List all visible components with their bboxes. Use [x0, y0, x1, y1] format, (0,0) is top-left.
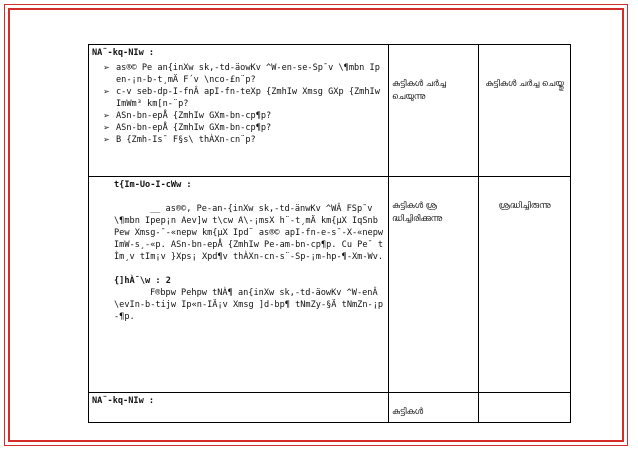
- lesson-table: [88, 44, 571, 423]
- list-item: ➢ ASn-bn-epÅ {ZmhIw GXm-bn-cp¶p?: [116, 122, 385, 134]
- question-list: [92, 62, 385, 146]
- table-row: [89, 393, 571, 423]
- teacher-observation: കുട്ടികൾ ചർച്ച ചെയ്തു: [485, 78, 564, 88]
- teacher-observation: ശ്രദ്ധിച്ചിരുന്നു: [498, 200, 551, 210]
- observation-cell: [479, 177, 571, 393]
- student-response: കുട്ടികൾ ശ്രദ്ധിച്ചിരിക്കുന്നു: [392, 200, 443, 223]
- response-cell: [389, 177, 479, 393]
- activity-paragraph: __ as®©, Pe-an-{inXw sk,-td-änwKv ^WÂ FSp¯v \¶mbn Ipep¡n Aev]w t\cw A\-¡msX h¨-t¸mÄ km{µX IqSnb Pew Xmsg-¯-«nepw km{µX Ipd¨ as®© apI-fn-e-s¯-X-«nepw ImW-s¸-«p. ASn-bn-epÅ {ZmhIw Pe-am-bn-cp¶p. Cu Pe¯ tÌm¸v tIm¡v }Xps¡ Xpd¶v thÀXn-cn-s¨-Sp-¡m-hp-¶-Xm-Wv.: [114, 204, 384, 262]
- list-item: ➢ B {Zmh-Is¯ F§s\ thÀXn-cn¨p?: [116, 134, 385, 146]
- section-title: t{Im-Uo-I-cWw :: [114, 180, 192, 190]
- list-item: ➢ as®© Pe an{inXw sk,-td-äowKv ^W-en-se-Sp¯v \¶mbn Ipen-¡n-b-t¸mÄ F´v \nco-£n¨p?: [116, 62, 385, 86]
- student-response: കുട്ടികൾ: [392, 406, 423, 416]
- table-row: [89, 45, 571, 177]
- response-cell: [389, 45, 479, 177]
- list-item: ➢ ASn-bn-epÅ {ZmhIw GXm-bn-cp¶p?: [116, 110, 385, 122]
- list-item: ➢ c-v seb-dp-I-fnÂ apI-fn-teXp {ZmhIw Xmsg GXp {ZmhIw ImWm³ km[n-¨p?: [116, 86, 385, 110]
- activity-cell: [89, 393, 389, 423]
- table-row: [89, 177, 571, 393]
- student-response: കുട്ടികൾ ചർച്ച ചെയുന്നു: [392, 78, 446, 101]
- activity-cell: [89, 177, 389, 393]
- observation-cell: [479, 45, 571, 177]
- response-cell: [389, 393, 479, 423]
- activity-subparagraph: F®bpw Pehpw tNÀ¶ an{inXw sk,-td-äowKv ^W-enÂ \evIn-b-tijw Ip«n-IÄ¡v Xmsg ]d-bp¶ tNmZy-§Ä tNmZn-¡p-¶p.: [114, 288, 384, 322]
- activity-subheading: {]hÀ¯\w : 2: [114, 276, 171, 286]
- discussion-heading: NA¨-kq-NIw :: [92, 48, 155, 58]
- discussion-heading: NA¨-kq-NIw :: [92, 396, 155, 406]
- activity-cell: [89, 45, 389, 177]
- observation-cell: [479, 393, 571, 423]
